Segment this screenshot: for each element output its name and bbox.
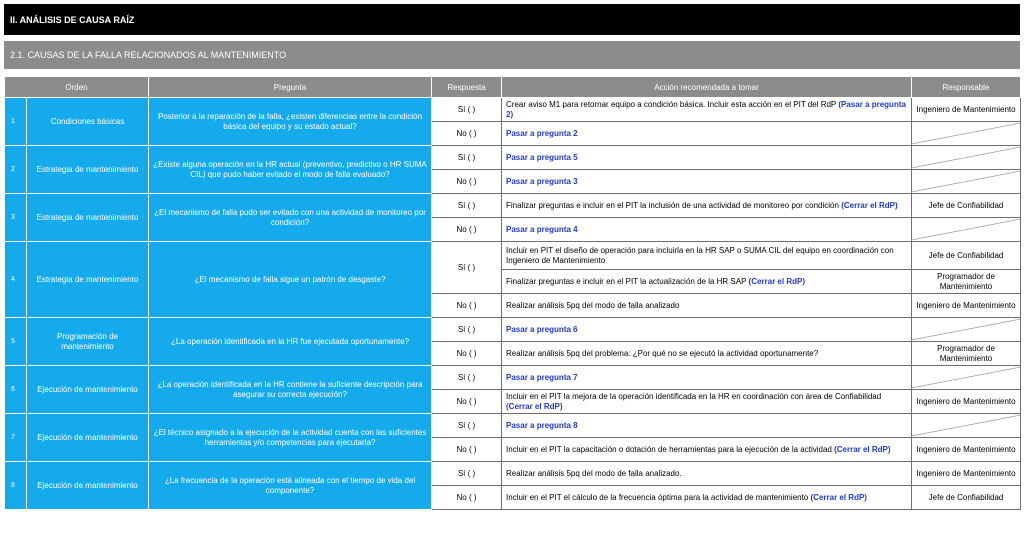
responsible-cell: Jefe de Confiabilidad bbox=[912, 194, 1021, 218]
answer-option[interactable]: No ( ) bbox=[432, 122, 502, 146]
action-cell bbox=[502, 122, 912, 146]
responsible-cell: Ingeniero de Mantenimiento bbox=[912, 438, 1021, 462]
action-text: Finalizar preguntas e incluir en el PIT la actualización de la HR SAP bbox=[506, 276, 747, 286]
row-number: 8 bbox=[5, 462, 27, 510]
answer-option[interactable]: Sí ( ) bbox=[432, 242, 502, 294]
empty-cell-slash-icon bbox=[912, 318, 1020, 341]
action-cell bbox=[502, 98, 912, 122]
orden-cell: Condiciones básicas bbox=[27, 98, 149, 146]
responsible-cell bbox=[912, 366, 1021, 390]
navigate-link[interactable]: Pasar a pregunta 3 bbox=[506, 176, 578, 186]
navigate-link[interactable]: Pasar a pregunta 8 bbox=[506, 420, 578, 430]
row-number: 3 bbox=[5, 194, 27, 242]
answer-option[interactable]: Sí ( ) bbox=[432, 366, 502, 390]
navigate-link[interactable]: Pasar a pregunta 6 bbox=[506, 324, 578, 334]
action-text: Crear aviso M1 para retornar equipo a condición básica. Incluir esta acción en el PIT del RdP bbox=[506, 99, 837, 109]
table-row bbox=[5, 318, 1021, 342]
navigate-link[interactable]: Pasar a pregunta 2 bbox=[506, 128, 578, 138]
orden-cell: Ejecución de mantenimiento bbox=[27, 366, 149, 414]
answer-option[interactable]: No ( ) bbox=[432, 390, 502, 414]
navigate-link[interactable]: (Cerrar el RdP) bbox=[810, 492, 867, 502]
responsible-cell: Jefe de Confiabilidad bbox=[912, 242, 1021, 270]
answer-option[interactable]: Sí ( ) bbox=[432, 318, 502, 342]
answer-option[interactable]: No ( ) bbox=[432, 294, 502, 318]
row-number: 2 bbox=[5, 146, 27, 194]
answer-option[interactable]: No ( ) bbox=[432, 486, 502, 510]
empty-cell-slash-icon bbox=[912, 146, 1020, 169]
table-row bbox=[5, 462, 1021, 486]
navigate-link[interactable]: (Cerrar el RdP) bbox=[506, 401, 563, 411]
action-text: Incluir en el PIT la mejora de la operación identificada en la HR en coordinación con área de Confiabilidad bbox=[506, 391, 882, 401]
navigate-link[interactable]: Pasar a pregunta 7 bbox=[506, 372, 578, 382]
responsible-cell bbox=[912, 146, 1021, 170]
action-text: Finalizar preguntas e incluir en el PIT la inclusión de una actividad de monitoreo por condición bbox=[506, 200, 839, 210]
root-cause-sheet bbox=[4, 4, 1020, 510]
col-accion-header: Acción recomendada a tomar bbox=[502, 77, 912, 98]
action-text: Realizar análisis 5pq del modo de falla analizado. bbox=[506, 468, 682, 478]
section-title: II. ANÁLISIS DE CAUSA RAÍZ bbox=[4, 4, 1020, 35]
action-cell bbox=[502, 318, 912, 342]
answer-option[interactable]: No ( ) bbox=[432, 342, 502, 366]
action-text: Incluir en PIT el diseño de operación para incluirla en la HR SAP o SUMA CIL del equipo en coordinación con Ingeniero de Mantenimiento bbox=[506, 245, 894, 265]
responsible-cell: Programador de Mantenimiento bbox=[912, 270, 1021, 294]
answer-option[interactable]: No ( ) bbox=[432, 218, 502, 242]
answer-option[interactable]: No ( ) bbox=[432, 170, 502, 194]
action-cell bbox=[502, 170, 912, 194]
action-text: Incluir en el PIT la capacitación o dotación de herramientas para la ejecución de la actividad bbox=[506, 444, 832, 454]
col-pregunta-header: Pregunta bbox=[149, 77, 432, 98]
section-subtitle: 2.1. CAUSAS DE LA FALLA RELACIONADOS AL MANTENIMIENTO bbox=[4, 41, 1020, 69]
responsible-cell: Jefe de Confiabilidad bbox=[912, 486, 1021, 510]
empty-cell-slash-icon bbox=[912, 414, 1020, 437]
table-body bbox=[5, 98, 1021, 510]
empty-cell-slash-icon bbox=[912, 218, 1020, 241]
responsible-cell bbox=[912, 218, 1021, 242]
action-cell bbox=[502, 242, 912, 270]
row-number: 6 bbox=[5, 366, 27, 414]
answer-option[interactable]: Sí ( ) bbox=[432, 194, 502, 218]
responsible-cell bbox=[912, 170, 1021, 194]
orden-cell: Estrategia de mantenimiento bbox=[27, 194, 149, 242]
question-cell: ¿La operación identificada en la HR fue ejecutada oportunamente? bbox=[149, 318, 432, 366]
question-cell: ¿La operación identificada en la HR contiene la suficiente descripción para asegurar su correcta ejecución? bbox=[149, 366, 432, 414]
empty-cell-slash-icon bbox=[912, 366, 1020, 389]
action-cell bbox=[502, 342, 912, 366]
row-number: 1 bbox=[5, 98, 27, 146]
responsible-cell: Ingeniero de Mantenimiento bbox=[912, 98, 1021, 122]
responsible-cell: Ingeniero de Mantenimiento bbox=[912, 462, 1021, 486]
action-cell bbox=[502, 366, 912, 390]
responsible-cell bbox=[912, 318, 1021, 342]
orden-cell: Estrategia de mantenimiento bbox=[27, 146, 149, 194]
empty-cell-slash-icon bbox=[912, 170, 1020, 193]
responsible-cell bbox=[912, 414, 1021, 438]
action-cell bbox=[502, 486, 912, 510]
question-cell: ¿El técnico asignado a la ejecución de la actividad cuenta con las suficientes herramientas y/o competencias para ejecutarla? bbox=[149, 414, 432, 462]
action-cell bbox=[502, 194, 912, 218]
answer-option[interactable]: Sí ( ) bbox=[432, 462, 502, 486]
table-row bbox=[5, 414, 1021, 438]
action-cell bbox=[502, 462, 912, 486]
table-row bbox=[5, 242, 1021, 270]
table-row bbox=[5, 366, 1021, 390]
responsible-cell bbox=[912, 122, 1021, 146]
responsible-cell: Ingeniero de Mantenimiento bbox=[912, 390, 1021, 414]
action-cell bbox=[502, 438, 912, 462]
action-cell bbox=[502, 414, 912, 438]
col-respuesta-header: Respuesta bbox=[432, 77, 502, 98]
question-cell: ¿El mecanismo de falla pudo ser evitado con una actividad de monitoreo por condición? bbox=[149, 194, 432, 242]
table-row bbox=[5, 98, 1021, 122]
question-cell: ¿Existe alguna operación en la HR actual (preventivo, predictivo o HR SUMA CIL) que pudo haber evitado el modo de falla evaluado? bbox=[149, 146, 432, 194]
navigate-link[interactable]: Pasar a pregunta 5 bbox=[506, 152, 578, 162]
navigate-link[interactable]: (Cerrar el RdP) bbox=[748, 276, 805, 286]
question-cell: ¿La frecuencia de la operación está alineada con el tiempo de vida del componente? bbox=[149, 462, 432, 510]
row-number: 7 bbox=[5, 414, 27, 462]
navigate-link[interactable]: (Cerrar el RdP) bbox=[834, 444, 891, 454]
answer-option[interactable]: Sí ( ) bbox=[432, 146, 502, 170]
action-cell bbox=[502, 390, 912, 414]
empty-cell-slash-icon bbox=[912, 122, 1020, 145]
orden-cell: Estrategia de mantenimiento bbox=[27, 242, 149, 318]
action-text: Realizar análisis 5pq del modo de falla analizado bbox=[506, 300, 680, 310]
orden-cell: Ejecución de mantenimiento bbox=[27, 414, 149, 462]
action-cell bbox=[502, 218, 912, 242]
action-cell bbox=[502, 294, 912, 318]
responsible-cell: Programador de Mantenimiento bbox=[912, 342, 1021, 366]
action-cell bbox=[502, 146, 912, 170]
answer-option[interactable]: Sí ( ) bbox=[432, 98, 502, 122]
question-cell: Posterior a la reparación de la falla, ¿existen diferencias entre la condición básica del equipo y su estado actual? bbox=[149, 98, 432, 146]
action-cell bbox=[502, 270, 912, 294]
action-text: Incluir en el PIT el cálculo de la frecuencia óptima para la actividad de mantenimiento bbox=[506, 492, 809, 502]
action-text: Realizar análisis 5pq del problema: ¿Por qué no se ejecutó la actividad oportunamente? bbox=[506, 348, 819, 358]
navigate-link[interactable]: (Pasar a pregunta 2) bbox=[506, 99, 906, 119]
navigate-link[interactable]: Pasar a pregunta 4 bbox=[506, 224, 578, 234]
answer-option[interactable]: Sí ( ) bbox=[432, 414, 502, 438]
row-number: 4 bbox=[5, 242, 27, 318]
table-header-row bbox=[5, 77, 1021, 98]
col-orden-header: Orden bbox=[5, 77, 149, 98]
root-cause-table bbox=[4, 76, 1021, 510]
table-row bbox=[5, 146, 1021, 170]
col-responsable-header: Responsable bbox=[912, 77, 1021, 98]
responsible-cell: Ingeniero de Mantenimiento bbox=[912, 294, 1021, 318]
row-number: 5 bbox=[5, 318, 27, 366]
question-cell: ¿El mecanismo de falla sigue un patrón de desgaste? bbox=[149, 242, 432, 318]
answer-option[interactable]: No ( ) bbox=[432, 438, 502, 462]
orden-cell: Ejecución de mantenimiento bbox=[27, 462, 149, 510]
table-row bbox=[5, 194, 1021, 218]
navigate-link[interactable]: (Cerrar el RdP) bbox=[841, 200, 898, 210]
orden-cell: Programación de mantenimiento bbox=[27, 318, 149, 366]
